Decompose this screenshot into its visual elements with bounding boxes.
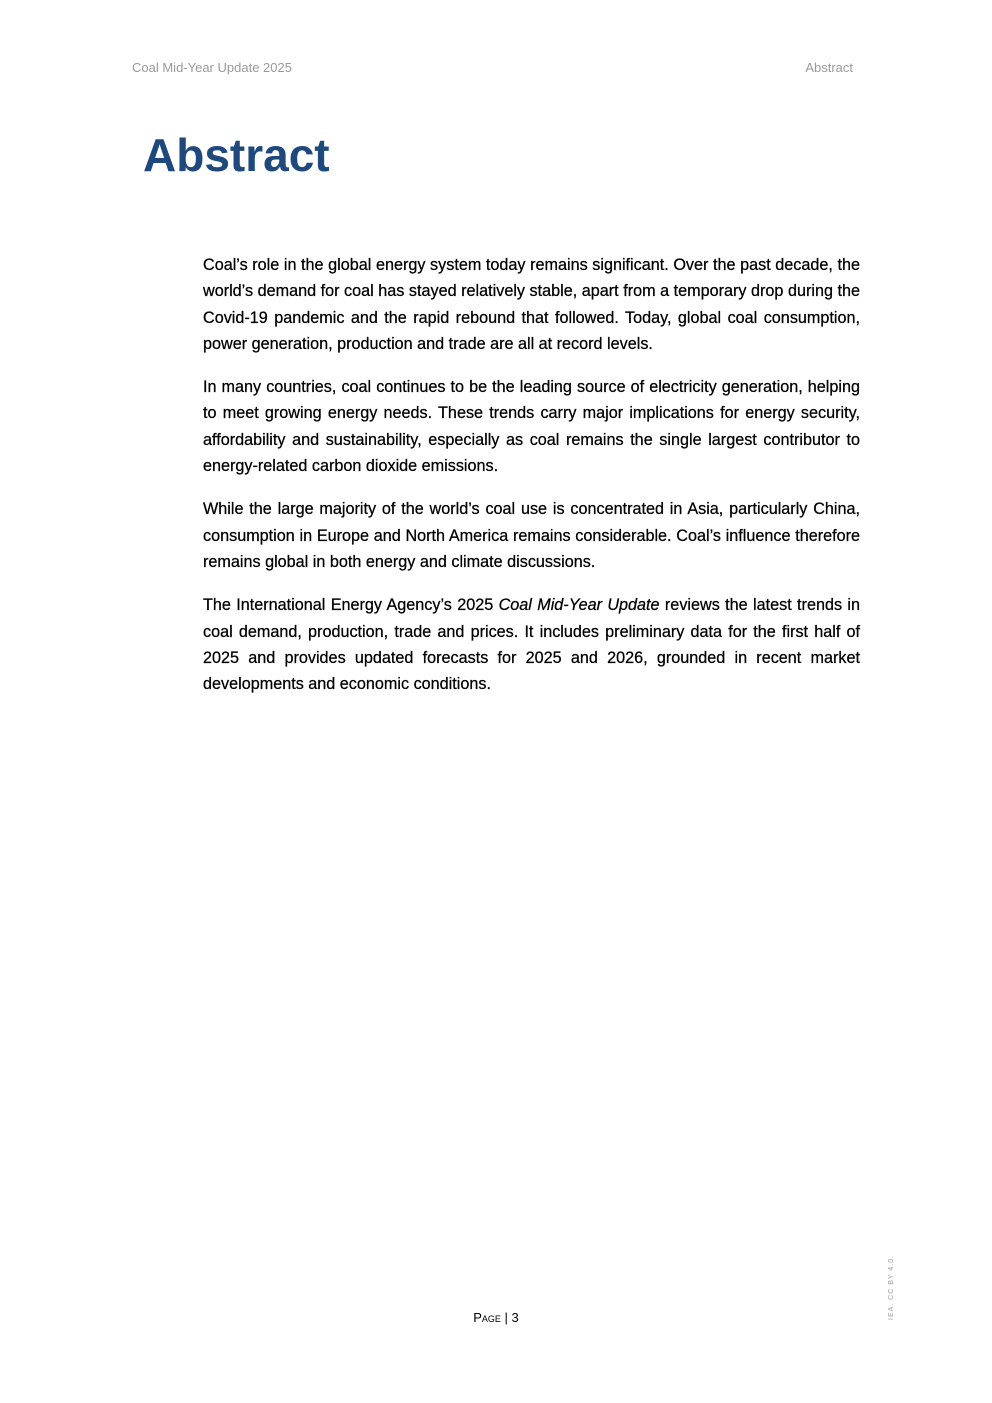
abstract-paragraph-1: Coal’s role in the global energy system today remains significant. Over the past decade, the world’s demand for coal has stayed relatively stable, apart from a temporary drop during the Covid-19 pandemic and the rapid rebound that followed. Today, global coal consumption, power generation, production and trade are all at record levels. (203, 256, 860, 353)
paragraph-4-rest: reviews the latest trends in coal demand, production, trade and prices. It includes preliminary data for the first half of 2025 and provides updated forecasts for 2025 and 2026, grounded in recent market developments and economic conditions. (203, 596, 860, 694)
running-header-document-title: Coal Mid-Year Update 2025 (132, 60, 292, 75)
license-notice: IEA. CC BY 4.0. (888, 1254, 895, 1320)
page-separator: | (500, 1310, 512, 1325)
page-number: 3 (511, 1310, 519, 1325)
abstract-paragraph-3: While the large majority of the world’s coal use is concentrated in Asia, particularly China, consumption in Europe and North America remains considerable. Coal’s influence therefore remains global in both energy and climate discussions. (203, 500, 860, 571)
report-title-italic: Coal Mid-Year Update (498, 596, 660, 615)
abstract-paragraph-4 (203, 592, 860, 697)
abstract-body (203, 252, 860, 714)
running-header-section-name: Abstract (805, 60, 853, 75)
page-footer (0, 1310, 992, 1325)
paragraph-4-lead: The International Energy Agency’s 2025 (203, 596, 499, 615)
page-title: Abstract (143, 129, 330, 181)
abstract-paragraph-2: In many countries, coal continues to be the leading source of electricity generation, helping to meet growing energy needs. These trends carry major implications for energy security, affordability and sustainability, especially as coal remains the single largest contributor to energy-related carbon dioxide emissions. (203, 378, 860, 476)
page-label: Page (473, 1310, 501, 1325)
